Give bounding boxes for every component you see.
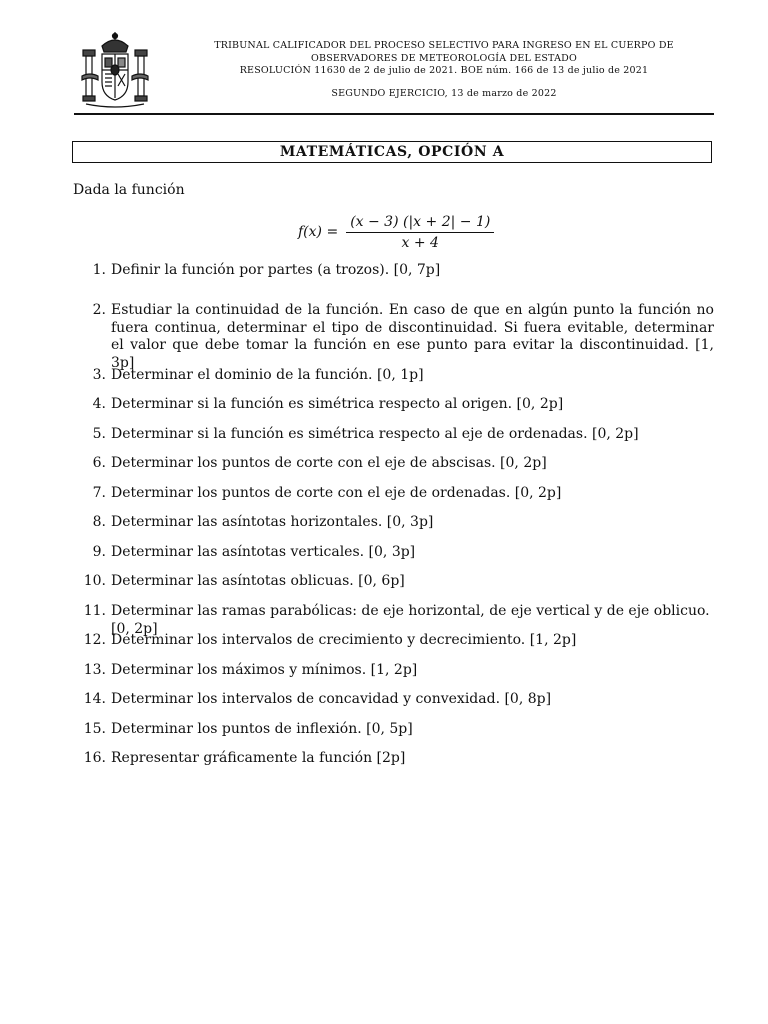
item-text: Determinar los intervalos de concavidad y convexidad. [0, 8p] <box>111 691 552 707</box>
document-header <box>74 28 714 114</box>
item-number: 10. <box>83 573 106 589</box>
item-text: Determinar el dominio de la función. [0, 1p] <box>111 367 424 383</box>
header-divider <box>74 113 714 115</box>
item-text: Determinar los puntos de corte con el eje de abscisas. [0, 2p] <box>111 455 547 471</box>
item-number: 13. <box>83 662 106 678</box>
item-text: Determinar las asíntotas horizontales. [0, 3p] <box>111 514 434 530</box>
item-number: 9. <box>92 544 106 560</box>
item-text: Determinar los puntos de inflexión. [0, 5p] <box>111 721 413 737</box>
item-text: Representar gráficamente la función [2p] <box>111 750 406 766</box>
header-line-cuerpo: OBSERVADORES DE METEOROLOGÍA DEL ESTADO <box>311 52 577 64</box>
section-title-box <box>72 141 712 163</box>
item-number: 7. <box>92 485 106 501</box>
header-line-resolucion: RESOLUCIÓN 11630 de 2 de julio de 2021. BOE núm. 166 de 13 de julio de 2021 <box>239 65 649 76</box>
formula-denominator: x + 4 <box>401 234 439 251</box>
item-number: 6. <box>92 455 106 471</box>
formula-numerator: (x − 3) (|x + 2| − 1) <box>346 214 494 233</box>
spain-coat-of-arms-icon <box>80 30 150 110</box>
section-title: MATEMÁTICAS, OPCIÓN A <box>279 144 505 160</box>
item-number: 14. <box>83 691 106 707</box>
function-formula <box>298 210 494 254</box>
item-text: Determinar los intervalos de crecimiento y decrecimiento. [1, 2p] <box>111 632 577 648</box>
item-text: Estudiar la continuidad de la función. En caso de que en algún punto la función no fuera continua, determinar el tipo de discontinuidad. Si fuera evitable, determinar el valor que debe tomar la función en ese punto para evitar la discontinuidad. [1, 3p] <box>111 302 714 371</box>
header-line-tribunal: TRIBUNAL CALIFICADOR DEL PROCESO SELECTIVO PARA INGRESO EN EL CUERPO DE <box>214 40 674 51</box>
item-number: 4. <box>92 396 106 412</box>
item-number: 16. <box>83 750 106 766</box>
intro-text: Dada la función <box>73 182 185 198</box>
item-number: 1. <box>92 262 106 278</box>
item-text: Determinar los puntos de corte con el eje de ordenadas. [0, 2p] <box>111 485 562 501</box>
formula-fraction <box>346 214 494 251</box>
item-number: 12. <box>83 632 106 648</box>
item-number: 3. <box>92 367 106 383</box>
item-number: 8. <box>92 514 106 530</box>
item-text: Determinar las ramas parabólicas: de eje horizontal, de eje vertical y de eje oblicuo. [0, 2p] <box>111 603 710 637</box>
header-text <box>174 40 714 100</box>
formula-lhs: f(x) = <box>298 224 339 240</box>
header-exam-date: SEGUNDO EJERCICIO, 13 de marzo de 2022 <box>331 87 557 99</box>
item-number: 2. <box>92 302 106 318</box>
item-text: Determinar las asíntotas oblicuas. [0, 6p] <box>111 573 405 589</box>
item-text: Determinar si la función es simétrica respecto al origen. [0, 2p] <box>111 396 564 412</box>
item-number: 11. <box>83 603 106 619</box>
item-number: 15. <box>83 721 106 737</box>
item-text: Definir la función por partes (a trozos). [0, 7p] <box>111 262 441 278</box>
item-text: Determinar si la función es simétrica respecto al eje de ordenadas. [0, 2p] <box>111 426 639 442</box>
item-text: Determinar los máximos y mínimos. [1, 2p] <box>111 662 418 678</box>
item-text: Determinar las asíntotas verticales. [0, 3p] <box>111 544 416 560</box>
item-number: 5. <box>92 426 106 442</box>
